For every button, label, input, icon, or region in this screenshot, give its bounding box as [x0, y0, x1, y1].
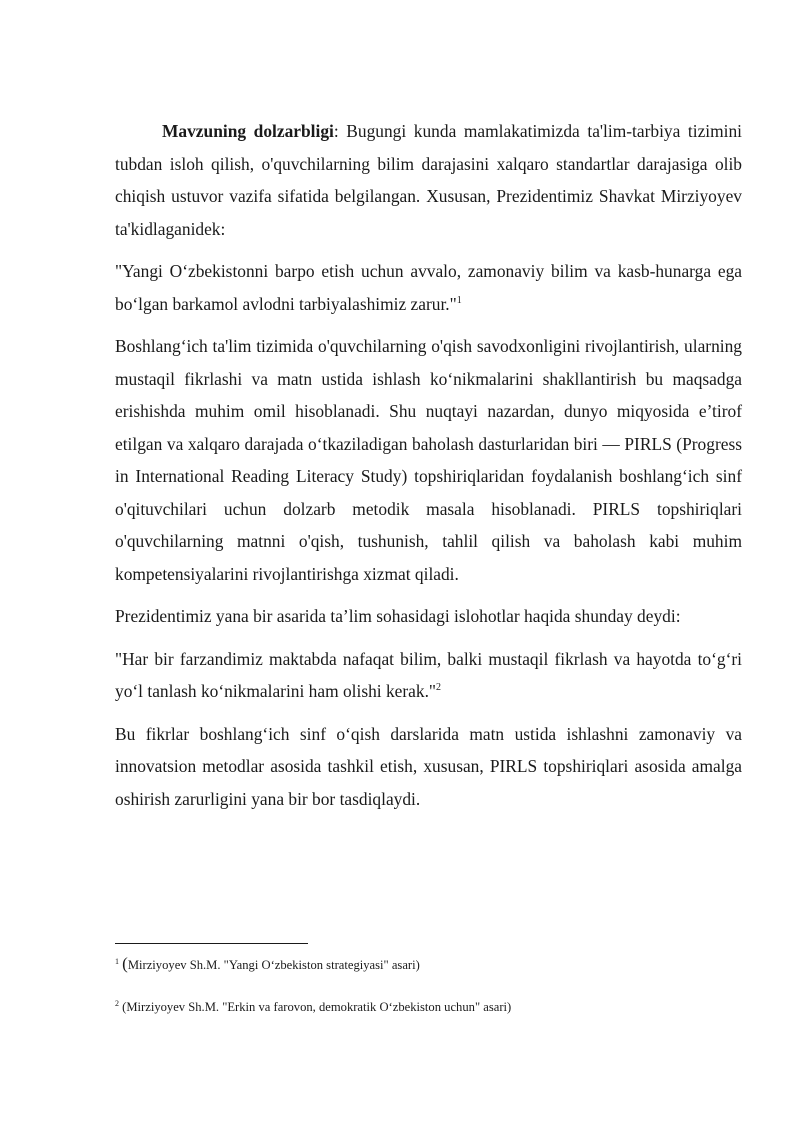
footnote-reference-2[interactable]: 2 [436, 682, 442, 693]
footnote-1-open-paren: ( [122, 954, 128, 973]
quote-paragraph-1 [115, 255, 742, 320]
footnote-2 [115, 998, 742, 1016]
paragraph-pirls: Boshlang‘ich ta'lim tizimida o'quvchilarning o'qish savodxonligini rivojlantirish, ularning mustaqil fikrlashi va matn ustida ishlash ko‘nikmalarini shakllantirish bu maqsadga erishishda muhim omil hisoblanadi. Shu nuqtayi nazardan, dunyo miqyosida e’tirof etilgan va xalqaro darajada o‘tkaziladigan baholash dasturlaridan biri — PIRLS (Progress in International Reading Literacy Study) topshiriqlaridan foydalanish boshlang‘ich sinf o'qituvchilari uchun dolzarb metodik masala hisoblanadi. PIRLS topshiriqlari o'quvchilarning matnni o'qish, tushunish, tahlil qilish va baholash kabi muhim kompetensiyalarini rivojlantirishga xizmat qiladi. [115, 336, 742, 584]
intro-paragraph [115, 115, 742, 245]
paragraph-president: Prezidentimiz yana bir asarida ta’lim sohasidagi islohotlar haqida shunday deydi: [115, 606, 681, 626]
footnote-2-number: 2 [115, 999, 119, 1008]
footnote-2-text: (Mirziyoyev Sh.M. "Erkin va farovon, demokratik O‘zbekiston uchun" asari) [122, 1000, 512, 1014]
footnote-1-number: 1 [115, 957, 119, 966]
quote-paragraph-2 [115, 643, 742, 708]
footnote-reference-1[interactable]: 1 [456, 294, 462, 306]
footnote-1 [115, 955, 742, 974]
intro-text: : Bugungi kunda mamlakatimizda ta'lim-tarbiya tizimini tubdan isloh qilish, o'quvchilarning bilim darajasini xalqaro standartlar darajasiga olib chiqish ustuvor vazifa sifatida belgilangan. Xususan, Prezidentimiz Shavkat Mirziyoyev ta'kidlaganidek: [115, 121, 743, 239]
quote-2-text: "Har bir farzandimiz maktabda nafaqat bilim, balki mustaqil fikrlash va hayotda to‘g‘ri yo‘l tanlash ko‘nikmalarini ham olishi kerak." [115, 648, 742, 701]
intro-heading: Mavzuning dolzarbligi [162, 121, 334, 141]
quote-1-text: "Yangi O‘zbekistonni barpo etish uchun avvalo, zamonaviy bilim va kasb-hunarga ega bo‘lgan barkamol avlodni tarbiyalashimiz zarur." [115, 261, 742, 314]
document-body [115, 115, 742, 825]
footnote-separator [115, 943, 308, 944]
paragraph-conclusion: Bu fikrlar boshlang‘ich sinf o‘qish darslarida matn ustida ishlashni zamonaviy va innovatsion metodlar asosida tashkil etish, xususan, PIRLS topshiriqlari asosida amalga oshirish zarurligini yana bir bor tasdiqlaydi. [115, 723, 742, 809]
footnote-1-text: Mirziyoyev Sh.M. "Yangi O‘zbekiston strategiyasi" asari) [127, 958, 420, 972]
